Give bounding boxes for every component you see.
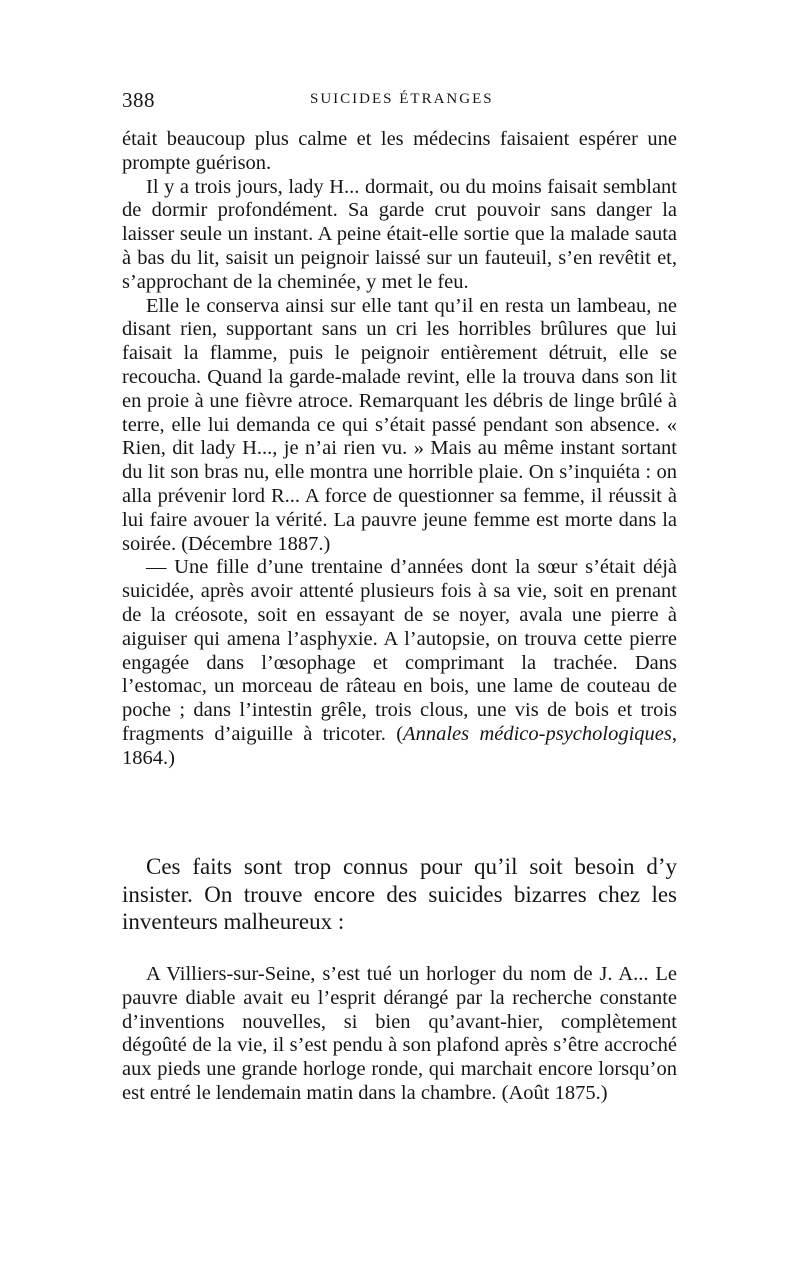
text-block-middle: [122, 853, 677, 936]
text-block-upper: [122, 128, 677, 771]
paragraph-inventors-intro: Ces faits sont trop connus pour qu’il soit besoin d’y insister. On trouve encore des suicides bizarres chez les inventeurs malheureux :: [122, 854, 677, 934]
paragraph-continuation: était beaucoup plus calme et les médecins faisaient espérer une prompte guérison.: [122, 128, 677, 174]
paragraph-whetstone: [122, 556, 677, 770]
paragraph-clockmaker: A Villiers-sur-Seine, s’est tué un horloger du nom de J. A... Le pauvre diable avait eu l’esprit dérangé par la recherche constante d’inventions nouvelles, si bien qu’avant-hier, complètement dégoûté de la vie, il s’est pendu à son plafond après s’être accroché aux pieds une grande horloge ronde, qui marchait encore lorsqu’on est entré le lendemain matin dans la chambre. (Août 1875.): [122, 963, 677, 1104]
source-citation: Annales médico-psychologiques: [403, 722, 672, 745]
whetstone-text: — Une fille d’une trentaine d’années dont la sœur s’était déjà suicidée, après avoir attenté plusieurs fois à sa vie, soit en prenant de la créosote, soit en essayant de se noyer, avala une pierre à aiguiser qui amena l’asphyxie. A l’autopsie, on trouva cette pierre engagée dans l’œsophage et comprimant la trachée. Dans l’estomac, un morceau de râteau en bois, une lame de couteau de poche ; dans l’intestin grêle, trois clous, une vis de bois et trois fragments d’aiguille à tricoter. (: [122, 556, 677, 745]
page-number: 388: [122, 88, 155, 112]
paragraph-burns: Elle le conserva ainsi sur elle tant qu’il en resta un lambeau, ne disant rien, supportant sans un cri les horribles brûlures que lui faisait la flamme, puis le peignoir entièrement détruit, elle se recoucha. Quand la garde-malade revint, elle la trouva dans son lit en proie à une fièvre atroce. Remarquant les débris de linge brûlé à terre, elle lui demanda ce qui s’était passé pendant son absence. « Rien, dit lady H..., je n’ai rien vu. » Mais au même instant sortant du lit son bras nu, elle montra une horrible plaie. On s’inquiéta : on alla prévenir lord R... A force de questionner sa femme, il réussit à lui faire avouer la vérité. La pauvre jeune femme est morte dans la soirée. (Décembre 1887.): [122, 294, 677, 555]
text-block-lower: [122, 963, 677, 1106]
page-header: [122, 88, 677, 118]
running-title: SUICIDES ÉTRANGES: [310, 91, 494, 107]
citation-year: , 1864.): [122, 722, 677, 769]
paragraph-lady-h: Il y a trois jours, lady H... dormait, ou du moins faisait semblant de dormir profondément. Sa garde crut pouvoir sans danger la laisser seule un instant. A peine était-elle sortie que la malade sauta à bas du lit, saisit un peignoir laissé sur un fauteuil, s’en revêtit et, s’approchant de la cheminée, y met le feu.: [122, 175, 677, 293]
